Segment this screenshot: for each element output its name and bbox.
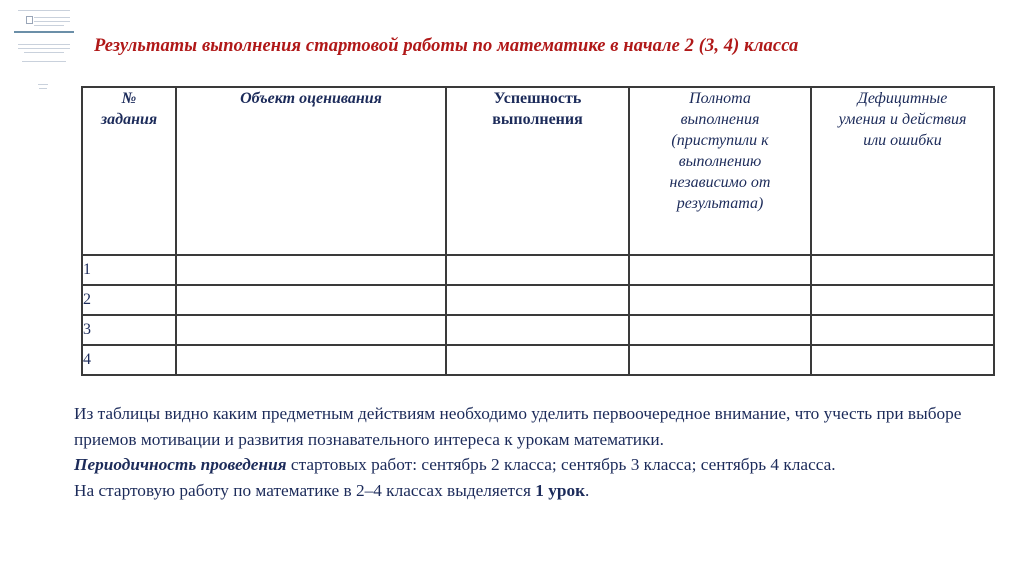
thumbnail-text-line xyxy=(34,17,70,18)
header-text: или ошибки xyxy=(863,132,942,149)
header-completeness xyxy=(629,87,811,255)
object-cell xyxy=(176,315,446,345)
thumbnail-text-line xyxy=(18,10,70,11)
thumbnail-text-line xyxy=(34,25,64,26)
header-text: № xyxy=(121,90,137,107)
object-cell xyxy=(176,345,446,375)
header-text: выполнению xyxy=(678,153,762,170)
emblem-icon xyxy=(26,16,33,24)
header-task-number xyxy=(82,87,176,255)
object-cell xyxy=(176,285,446,315)
table-row xyxy=(82,315,994,345)
slide-title: Результаты выполнения стартовой работы по математике в начале 2 (3, 4) класса xyxy=(94,36,799,56)
header-text: выполнения xyxy=(680,111,760,128)
thumbnail-text-line xyxy=(39,88,47,89)
header-text: Полнота xyxy=(689,90,751,107)
success-cell xyxy=(446,345,629,375)
header-success-rate xyxy=(446,87,629,255)
deficits-cell xyxy=(811,285,994,315)
header-deficits xyxy=(811,87,994,255)
thumbnail-text-line xyxy=(34,21,70,22)
completeness-cell xyxy=(629,315,811,345)
completeness-cell xyxy=(629,255,811,285)
lesson-count: 1 урок xyxy=(535,480,586,500)
deficits-cell xyxy=(811,345,994,375)
results-table xyxy=(81,86,995,376)
deficits-cell xyxy=(811,255,994,285)
completeness-cell xyxy=(629,345,811,375)
thumbnail-text-line xyxy=(22,61,66,62)
header-text: Дефицитные xyxy=(857,90,948,107)
table-row xyxy=(82,345,994,375)
success-cell xyxy=(446,315,629,345)
completeness-cell xyxy=(629,285,811,315)
conclusion-paragraph: Из таблицы видно каким предметным действиям необходимо уделить первоочередное внимание, что учесть при выборе приемов мотивации и развития познавательного интереса к урокам математики. xyxy=(74,404,962,449)
header-text: Успешность xyxy=(493,90,582,107)
thumbnail-text-line xyxy=(18,48,70,49)
thumbnail-text-line xyxy=(18,44,70,45)
task-number-cell: 3 xyxy=(82,315,176,345)
lesson-suffix: . xyxy=(585,480,590,500)
deficits-cell xyxy=(811,315,994,345)
lesson-prefix: На стартовую работу по математике в 2–4 классах выделяется xyxy=(74,480,536,500)
table-row xyxy=(82,255,994,285)
header-text: независимо от xyxy=(669,174,771,191)
header-assessment-object xyxy=(176,87,446,255)
body-text xyxy=(74,401,974,503)
task-number-cell: 4 xyxy=(82,345,176,375)
header-text: Объект оценивания xyxy=(240,90,382,107)
header-text: задания xyxy=(100,111,158,128)
thumbnail-text-line xyxy=(38,84,48,85)
document-cover-thumbnail xyxy=(8,4,78,94)
header-text: (приступили к xyxy=(671,132,769,149)
success-cell xyxy=(446,255,629,285)
thumbnail-text-line xyxy=(24,52,64,53)
task-number-cell: 2 xyxy=(82,285,176,315)
periodicity-paragraph xyxy=(74,452,974,478)
thumbnail-divider xyxy=(14,31,74,33)
periodicity-text: стартовых работ: сентябрь 2 класса; сентябрь 3 класса; сентябрь 4 класса. xyxy=(286,455,836,474)
header-text: выполнения xyxy=(492,111,583,128)
header-text: умения и действия xyxy=(838,111,967,128)
success-cell xyxy=(446,285,629,315)
header-text: результата) xyxy=(676,195,764,212)
object-cell xyxy=(176,255,446,285)
task-number-cell: 1 xyxy=(82,255,176,285)
table-header-row xyxy=(82,87,994,255)
table-row xyxy=(82,285,994,315)
lesson-allocation-paragraph xyxy=(74,478,974,504)
periodicity-label: Периодичность проведения xyxy=(74,455,287,474)
